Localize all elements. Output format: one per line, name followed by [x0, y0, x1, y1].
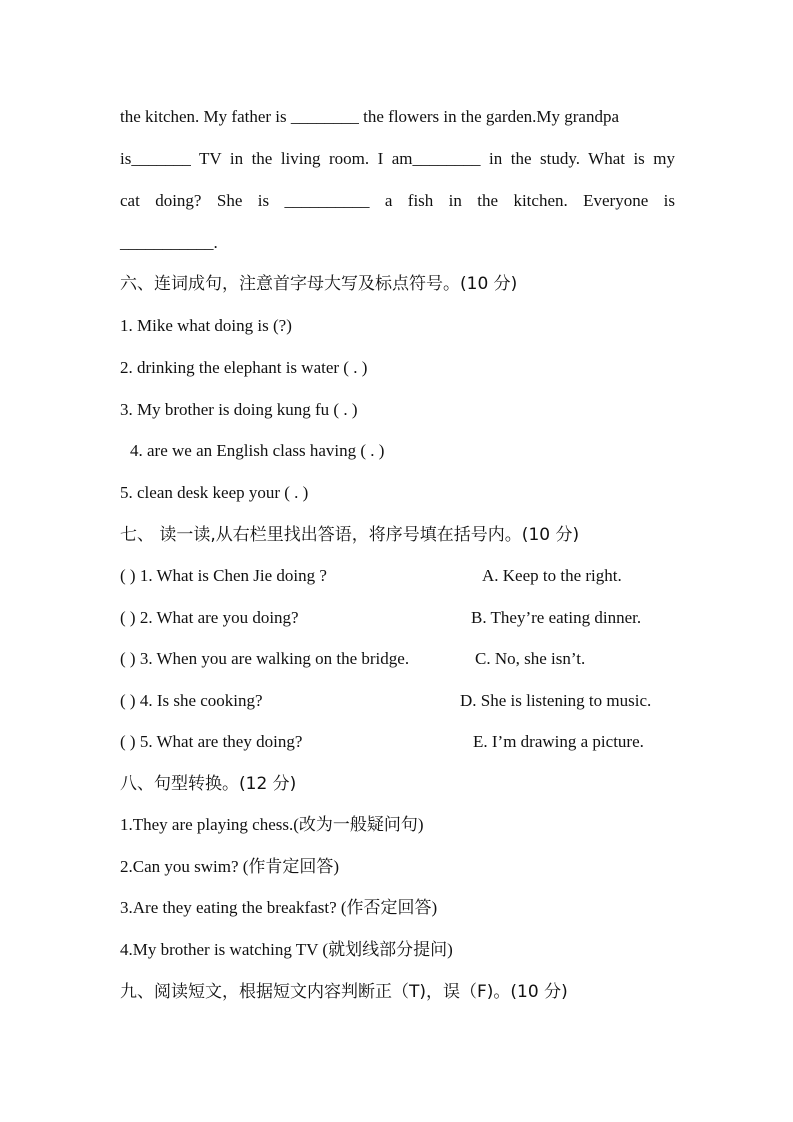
- section-6-item-2: 2. drinking the elephant is water ( . ): [120, 358, 368, 377]
- section-6-item-3: 3. My brother is doing kung fu ( . ): [120, 400, 358, 419]
- section-9-title: 九、阅读短文，根据短文内容判断正（T)，误（F)。(10 分): [120, 982, 568, 1002]
- passage-line-1: the kitchen. My father is ________ the flowers in the garden.My grandpa: [120, 107, 620, 126]
- section-7-answer-a: A. Keep to the right.: [482, 566, 622, 585]
- section-8-item-1: 1.They are playing chess.(改为一般疑问句): [120, 815, 424, 834]
- section-7-answer-b: B. They’re eating dinner.: [471, 608, 642, 627]
- passage-line-4: ___________.: [120, 233, 218, 252]
- section-7-answer-d: D. She is listening to music.: [460, 691, 652, 710]
- section-7-question-1: ( ) 1. What is Chen Jie doing ?: [120, 566, 327, 585]
- section-7-question-4: ( ) 4. Is she cooking?: [120, 691, 263, 710]
- section-6-item-5: 5. clean desk keep your ( . ): [120, 483, 309, 502]
- section-7-question-2: ( ) 2. What are you doing?: [120, 608, 299, 627]
- section-6-item-1: 1. Mike what doing is (?): [120, 316, 292, 335]
- section-7-question-3: ( ) 3. When you are walking on the bridge.: [120, 649, 410, 668]
- section-7-title: 七、 读一读,从右栏里找出答语，将序号填在括号内。(10 分): [120, 525, 580, 545]
- section-6-title: 六、连词成句，注意首字母大写及标点符号。(10 分): [120, 274, 518, 294]
- section-8-item-4: 4.My brother is watching TV (就划线部分提问): [120, 940, 453, 959]
- section-8-item-3: 3.Are they eating the breakfast? (作否定回答): [120, 898, 438, 917]
- section-7-answer-e: E. I’m drawing a picture.: [473, 732, 644, 751]
- section-7-question-5: ( ) 5. What are they doing?: [120, 732, 303, 751]
- section-8-item-2: 2.Can you swim? (作肯定回答): [120, 857, 340, 876]
- passage-line-2: is_______ TV in the living room. I am________ in the study. What is my: [120, 149, 675, 168]
- passage-line-3: cat doing? She is __________ a fish in the kitchen. Everyone is: [120, 191, 675, 210]
- section-6-item-4: 4. are we an English class having ( . ): [130, 441, 385, 460]
- section-8-title: 八、句型转换。(12 分): [120, 774, 297, 794]
- section-7-answer-c: C. No, she isn’t.: [475, 649, 586, 668]
